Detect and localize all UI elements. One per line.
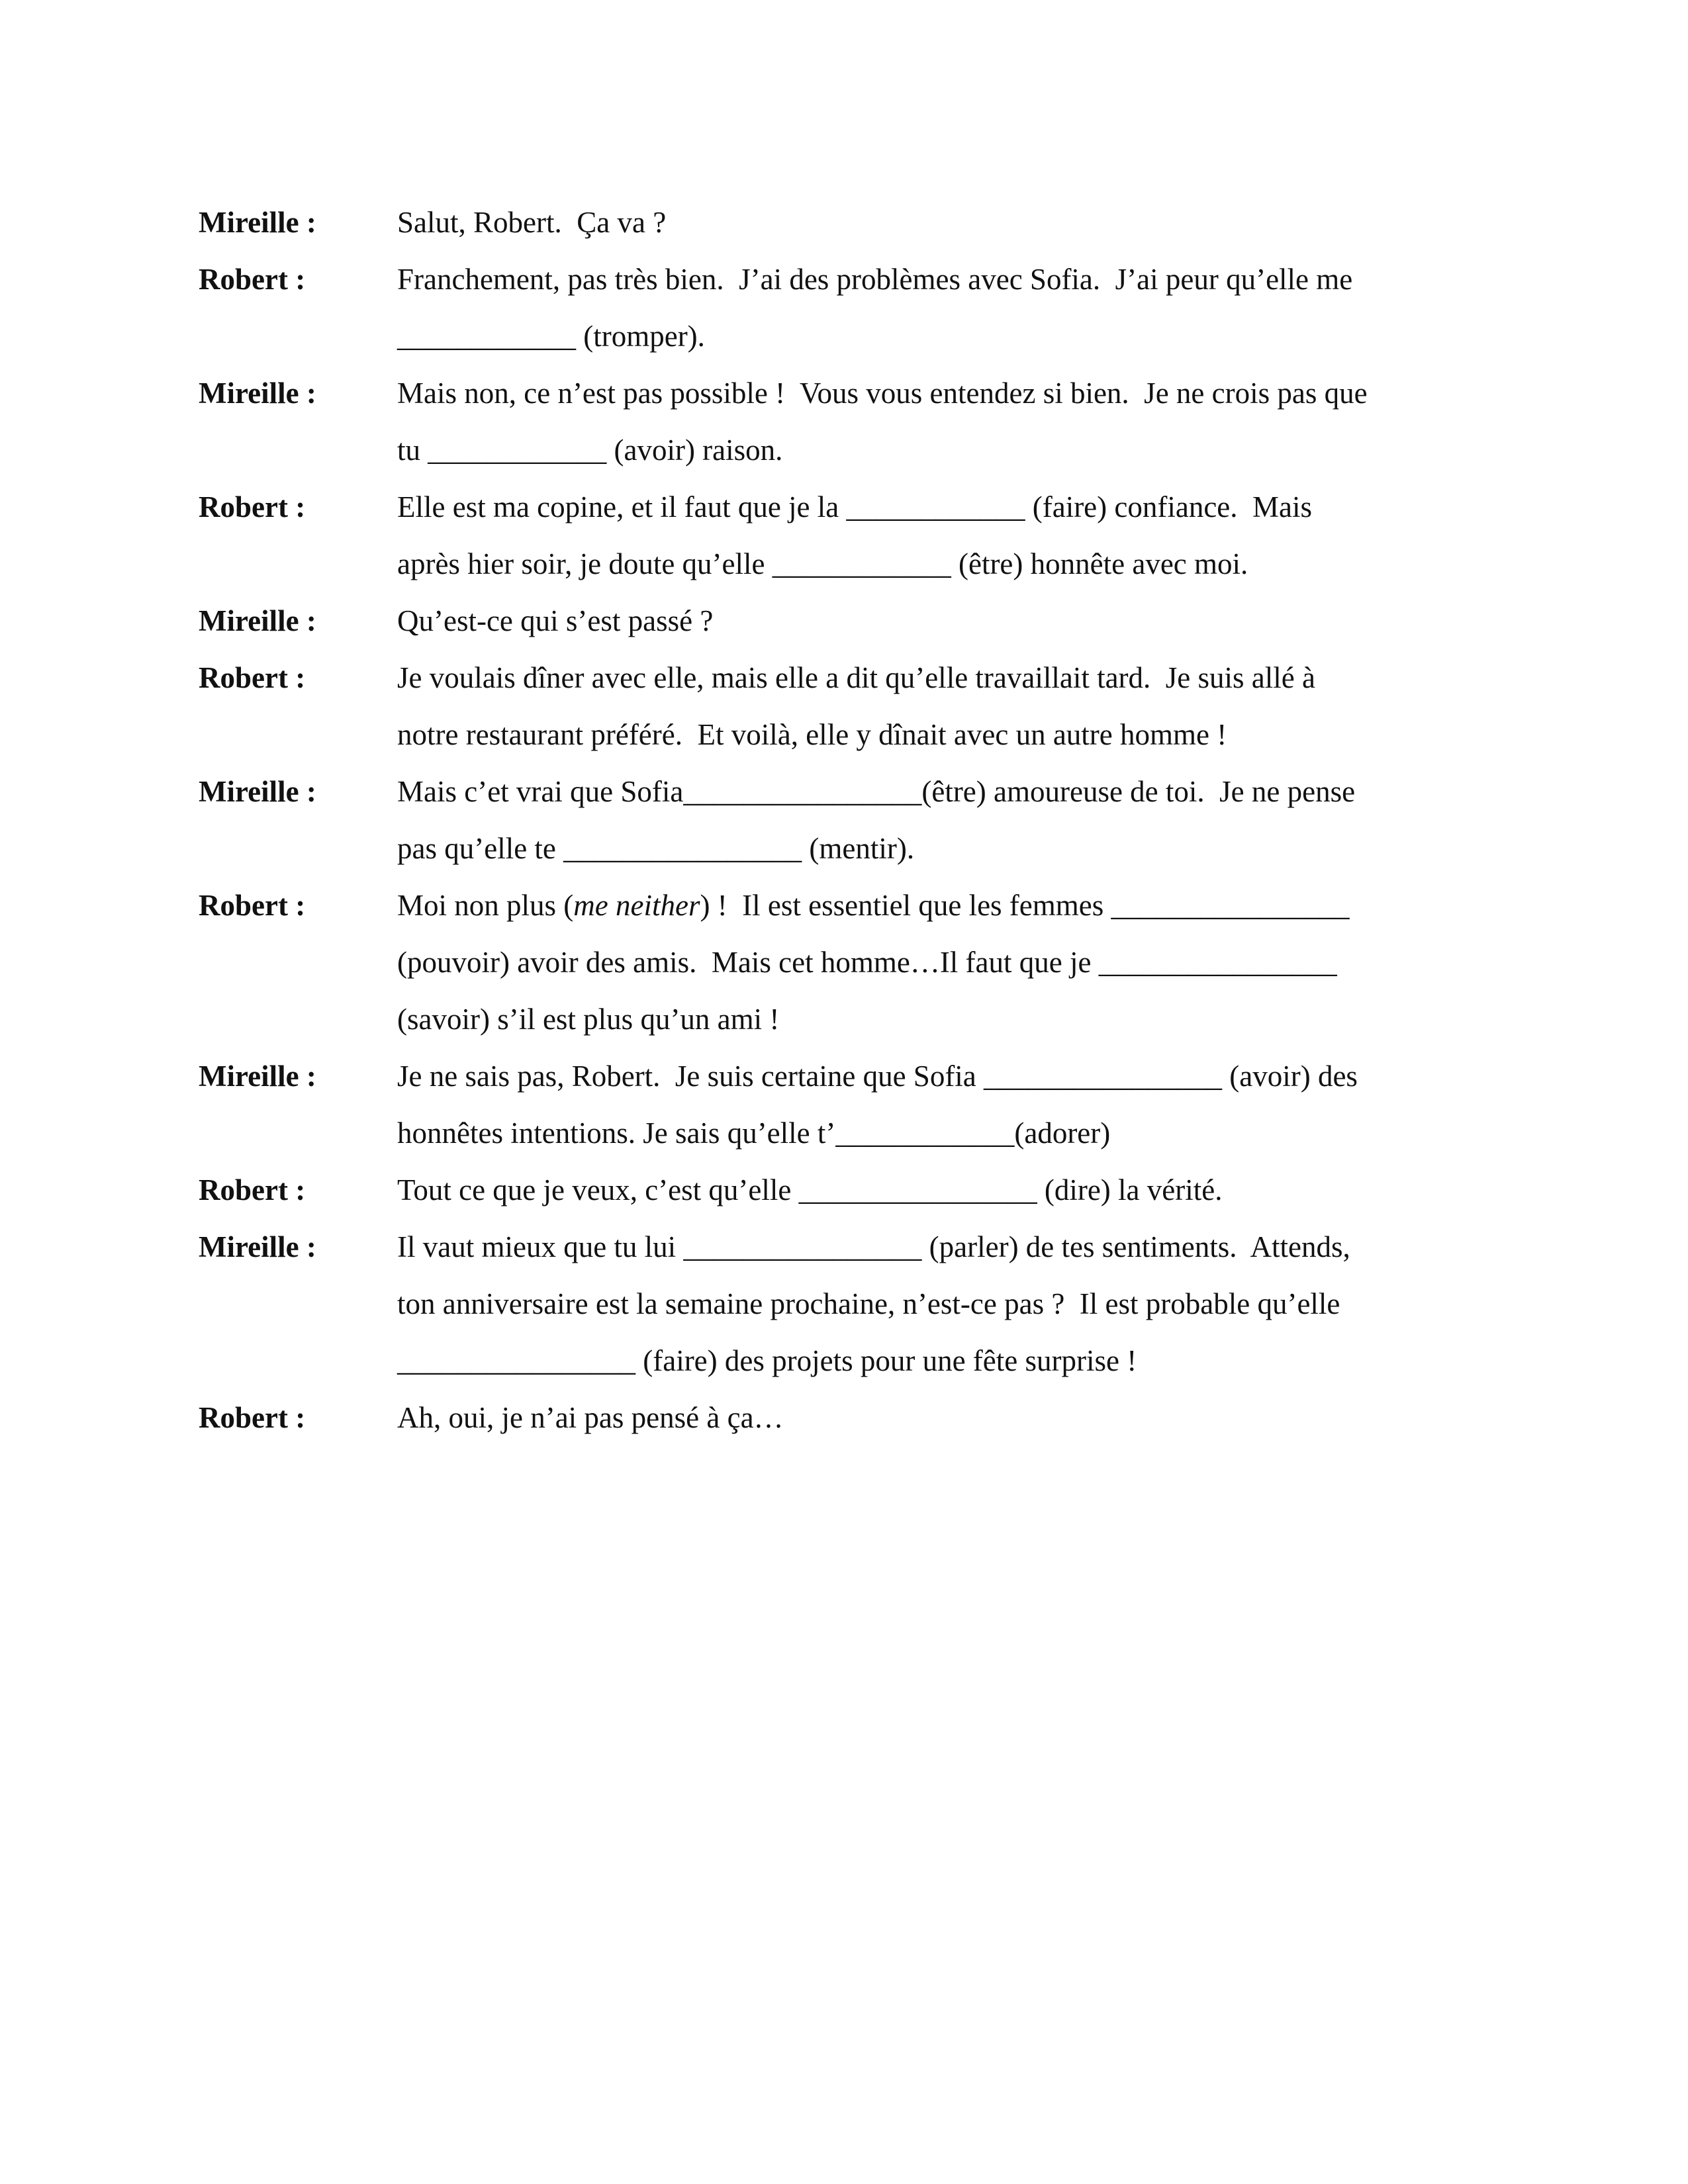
speech xyxy=(397,877,1523,1048)
speech-text: Tout ce que je veux, c’est qu’elle ________________ (dire) la vérité. xyxy=(397,1173,1223,1206)
dialogue-turn xyxy=(199,365,1523,478)
speech-text: tu ____________ (avoir) raison. xyxy=(397,433,783,467)
dialogue-turn xyxy=(199,1048,1523,1161)
speech-text: après hier soir, je doute qu’elle ____________ (être) honnête avec moi. xyxy=(397,547,1248,580)
speech-text: Mais non, ce n’est pas possible ! Vous vous entendez si bien. Je ne crois pas que xyxy=(397,377,1368,410)
dialogue-turn xyxy=(199,877,1523,1048)
speech-text: Je voulais dîner avec elle, mais elle a dit qu’elle travaillait tard. Je suis allé à xyxy=(397,661,1315,694)
speech xyxy=(397,649,1523,763)
speech xyxy=(397,763,1523,877)
speech-line xyxy=(397,706,1523,763)
speech-line xyxy=(397,1048,1523,1105)
speech xyxy=(397,1161,1523,1218)
dialogue-turn xyxy=(199,251,1523,365)
dialogue xyxy=(199,194,1523,1446)
speaker-name: Mireille : xyxy=(199,377,316,410)
speech-line xyxy=(397,649,1523,706)
speaker-name: Robert : xyxy=(199,490,306,523)
dialogue-turn xyxy=(199,478,1523,592)
speech-text: Moi non plus ( xyxy=(397,889,574,922)
speech xyxy=(397,1389,1523,1446)
speech-text: (pouvoir) avoir des amis. Mais cet homme…Il faut que je ________________ xyxy=(397,946,1337,979)
speaker-name: Robert : xyxy=(199,1401,306,1434)
speech-text: Salut, Robert. Ça va ? xyxy=(397,206,667,239)
speech-line xyxy=(397,251,1523,308)
speech-line xyxy=(397,877,1523,934)
speech-text: Franchement, pas très bien. J’ai des problèmes avec Sofia. J’ai peur qu’elle me xyxy=(397,263,1353,296)
dialogue-turn xyxy=(199,1161,1523,1218)
speech xyxy=(397,365,1523,478)
speech xyxy=(397,194,1523,251)
speech-line xyxy=(397,1275,1523,1332)
speaker-name: Mireille : xyxy=(199,1060,316,1093)
speech-text: ____________ (tromper). xyxy=(397,320,705,353)
speech-line xyxy=(397,934,1523,991)
speech-text: Elle est ma copine, et il faut que je la ____________ (faire) confiance. Mais xyxy=(397,490,1313,523)
speech-text: Qu’est-ce qui s’est passé ? xyxy=(397,604,714,637)
speech xyxy=(397,251,1523,365)
speaker-name: Robert : xyxy=(199,1173,306,1206)
speaker-name: Robert : xyxy=(199,889,306,922)
speech-text: Ah, oui, je n’ai pas pensé à ça… xyxy=(397,1401,784,1434)
speech-line xyxy=(397,763,1523,820)
dialogue-turn xyxy=(199,763,1523,877)
speech-line xyxy=(397,365,1523,422)
speech xyxy=(397,1048,1523,1161)
dialogue-turn xyxy=(199,592,1523,649)
italic-gloss: me neither xyxy=(573,889,700,922)
speech-line xyxy=(397,1389,1523,1446)
speech-line xyxy=(397,1218,1523,1275)
speech xyxy=(397,592,1523,649)
dialogue-turn xyxy=(199,1389,1523,1446)
speech-line xyxy=(397,422,1523,478)
speaker-name: Mireille : xyxy=(199,604,316,637)
speech-line xyxy=(397,820,1523,877)
speech-line xyxy=(397,592,1523,649)
speech-text: Je ne sais pas, Robert. Je suis certaine que Sofia ________________ (avoir) des xyxy=(397,1060,1358,1093)
speech-line xyxy=(397,1161,1523,1218)
dialogue-turn xyxy=(199,649,1523,763)
speech-line xyxy=(397,308,1523,365)
dialogue-turn xyxy=(199,1218,1523,1389)
speech-text: ton anniversaire est la semaine prochaine, n’est-ce pas ? Il est probable qu’elle xyxy=(397,1287,1340,1320)
speaker-name: Robert : xyxy=(199,263,306,296)
speech-text: ________________ (faire) des projets pour une fête surprise ! xyxy=(397,1344,1137,1377)
speaker-name: Mireille : xyxy=(199,775,316,808)
speech-line xyxy=(397,194,1523,251)
speech-line xyxy=(397,991,1523,1048)
speech-line xyxy=(397,478,1523,535)
speech-text: pas qu’elle te ________________ (mentir). xyxy=(397,832,915,865)
speech-line xyxy=(397,1332,1523,1389)
dialogue-turn xyxy=(199,194,1523,251)
speaker-name: Robert : xyxy=(199,661,306,694)
speech-text: notre restaurant préféré. Et voilà, elle y dînait avec un autre homme ! xyxy=(397,718,1227,751)
speech xyxy=(397,478,1523,592)
speech-text: honnêtes intentions. Je sais qu’elle t’____________(adorer) xyxy=(397,1116,1111,1150)
speech-text: Il vaut mieux que tu lui ________________ (parler) de tes sentiments. Attends, xyxy=(397,1230,1350,1263)
speech-line xyxy=(397,535,1523,592)
speaker-name: Mireille : xyxy=(199,1230,316,1263)
speech-text: ) ! Il est essentiel que les femmes ________________ xyxy=(700,889,1350,922)
speech-line xyxy=(397,1105,1523,1161)
speech xyxy=(397,1218,1523,1389)
speech-text: (savoir) s’il est plus qu’un ami ! xyxy=(397,1003,780,1036)
speech-text: Mais c’et vrai que Sofia________________(être) amoureuse de toi. Je ne pense xyxy=(397,775,1356,808)
speaker-name: Mireille : xyxy=(199,206,316,239)
